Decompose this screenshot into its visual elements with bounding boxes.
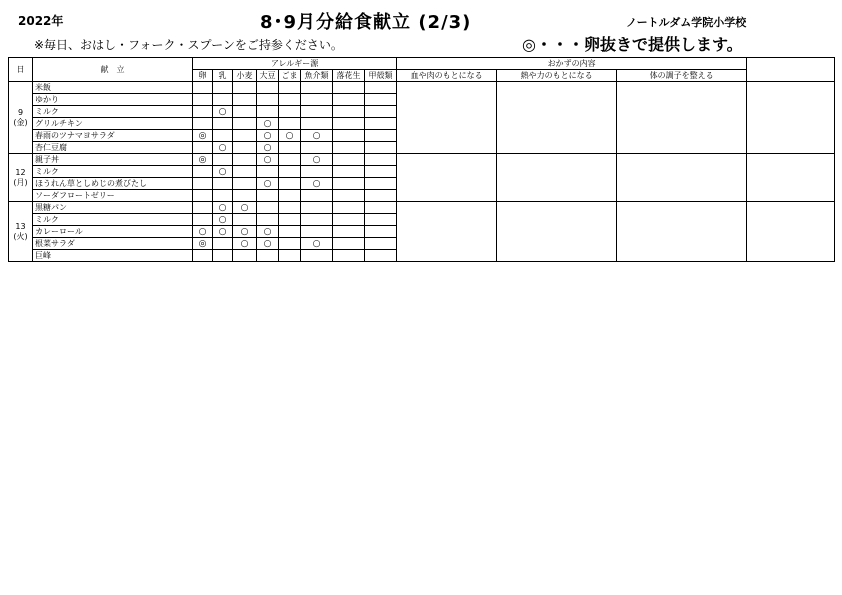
allergen-mark [193,214,213,226]
allergen-header: アレルギー源 [193,58,397,70]
menu-item-name: ミルク [33,106,193,118]
allergen-mark [213,190,233,202]
allergen-mark [333,250,365,262]
allergen-mark [233,118,257,130]
allergen-mark [279,142,301,154]
day-weekday: (金) [13,117,28,127]
allergen-mark [233,106,257,118]
allergen-mark: ○ [213,214,233,226]
allergen-mark [279,154,301,166]
allergen-mark: ○ [301,178,333,190]
allergen-mark [193,190,213,202]
allergen-mark [365,202,397,214]
menu-row [9,82,835,94]
heat-cell [497,82,617,154]
allergen-mark [333,142,365,154]
allergen-mark [233,250,257,262]
day-cell [9,202,33,262]
allergen-mark [365,142,397,154]
heat-cell [497,154,617,202]
allergen-mark [301,202,333,214]
menu-body [9,82,835,262]
allergen-mark [213,250,233,262]
allergen-mark [193,250,213,262]
menu-item-name: ソーダフロートゼリー [33,190,193,202]
allergen-mark [257,190,279,202]
allergen-mark [279,178,301,190]
allergen-mark: ○ [257,238,279,250]
allergen-mark [365,94,397,106]
menu-item-name: ミルク [33,166,193,178]
allergen-mark: ○ [213,202,233,214]
allergen-mark [193,118,213,130]
school-name: ノートルダム学院小学校 [626,16,747,29]
allergen-mark [365,190,397,202]
allergen-peanut: 落花生 [333,70,365,82]
allergen-mark [193,166,213,178]
allergen-mark: ○ [301,130,333,142]
allergen-mark [279,226,301,238]
allergen-mark [257,94,279,106]
allergen-mark [365,226,397,238]
allergen-mark [279,238,301,250]
day-weekday: (火) [13,231,28,241]
allergen-mark [279,118,301,130]
menu-item-name: 親子丼 [33,154,193,166]
allergen-mark: ○ [301,154,333,166]
allergen-mark [279,190,301,202]
allergen-milk: 乳 [213,70,233,82]
allergen-mark: ○ [279,130,301,142]
menu-header: 献 立 [33,58,193,82]
allergen-mark [193,106,213,118]
allergen-mark: ○ [257,178,279,190]
allergen-mark [279,106,301,118]
day-cell [9,154,33,202]
allergen-mark: ○ [213,166,233,178]
menu-item-name: 巨峰 [33,250,193,262]
allergen-mark [193,178,213,190]
allergen-mark [193,94,213,106]
allergen-mark [301,166,333,178]
allergen-mark [257,202,279,214]
egg-free-note: ◎・・・卵抜きで提供します。 [522,35,743,54]
allergen-mark: ○ [233,202,257,214]
allergen-mark [333,214,365,226]
allergen-mark [301,118,333,130]
allergen-mark: ◎ [193,154,213,166]
allergen-seafood: 魚介類 [301,70,333,82]
allergen-mark [233,166,257,178]
allergen-mark [365,238,397,250]
allergen-mark [333,154,365,166]
day-number: 12 [15,167,26,177]
allergen-mark: ○ [257,154,279,166]
allergen-mark [365,178,397,190]
allergen-soy: 大豆 [257,70,279,82]
allergen-mark [333,238,365,250]
allergen-mark [301,94,333,106]
menu-row [9,154,835,166]
allergen-mark [301,190,333,202]
body-cell [617,154,747,202]
allergen-mark [279,94,301,106]
allergen-mark: ○ [233,238,257,250]
allergen-mark [333,106,365,118]
nutrition-cell [747,154,835,202]
allergen-mark [279,214,301,226]
allergen-mark [213,178,233,190]
menu-item-name: グリルチキン [33,118,193,130]
year-label: 2022年 [18,14,64,28]
allergen-mark [279,202,301,214]
allergen-mark [301,106,333,118]
allergen-mark [193,82,213,94]
allergen-mark [257,106,279,118]
day-cell [9,82,33,154]
allergen-shellfish: 甲殻類 [365,70,397,82]
menu-item-name: 春雨のツナマヨサラダ [33,130,193,142]
body-cell [617,82,747,154]
allergen-mark [257,82,279,94]
page-title: 8･9月分給食献立 (2/3) [260,12,472,33]
heat-cell [497,202,617,262]
allergen-mark [257,166,279,178]
allergen-mark: ○ [213,142,233,154]
allergen-mark: ○ [233,226,257,238]
allergen-mark [333,166,365,178]
allergen-mark [233,154,257,166]
blood-cell [397,202,497,262]
day-weekday: (月) [13,177,28,187]
allergen-wheat: 小麦 [233,70,257,82]
menu-table [8,57,835,262]
allergen-mark [233,178,257,190]
allergen-mark [233,130,257,142]
allergen-mark [365,154,397,166]
contents-header: おかずの内容 [397,58,747,70]
allergen-mark [233,82,257,94]
allergen-mark [365,82,397,94]
allergen-mark [279,82,301,94]
heat-header: 熱や力のもとになる [497,70,617,82]
allergen-mark [193,202,213,214]
allergen-mark: ○ [257,118,279,130]
allergen-mark: ◎ [193,238,213,250]
menu-item-name: ゆかり [33,94,193,106]
blood-cell [397,154,497,202]
allergen-mark [233,142,257,154]
body-cell [617,202,747,262]
allergen-mark [365,106,397,118]
allergen-mark [301,214,333,226]
allergen-mark [279,250,301,262]
allergen-mark [365,130,397,142]
allergen-mark [233,214,257,226]
allergen-mark [213,130,233,142]
allergen-mark [301,226,333,238]
nutrition-cell [747,202,835,262]
allergen-mark [333,94,365,106]
allergen-mark [333,82,365,94]
allergen-mark [257,250,279,262]
allergen-mark [233,190,257,202]
allergen-mark [365,166,397,178]
allergen-mark [301,82,333,94]
menu-item-name: 根菜サラダ [33,238,193,250]
allergen-mark: ○ [213,226,233,238]
allergen-mark: ○ [301,238,333,250]
allergen-mark [365,214,397,226]
allergen-mark [213,94,233,106]
allergen-mark [213,154,233,166]
allergen-egg: 卵 [193,70,213,82]
nutrition-cell [747,82,835,154]
menu-item-name: 杏仁豆腐 [33,142,193,154]
allergen-mark [333,202,365,214]
allergen-mark [333,130,365,142]
allergen-mark [213,118,233,130]
allergen-mark: ○ [257,226,279,238]
menu-item-name: 米飯 [33,82,193,94]
allergen-mark [333,190,365,202]
allergen-mark [333,226,365,238]
allergen-mark [365,118,397,130]
allergen-mark: ○ [257,130,279,142]
allergen-mark: ○ [257,142,279,154]
allergen-mark [213,82,233,94]
allergen-mark [257,214,279,226]
allergen-mark: ○ [213,106,233,118]
allergen-mark [301,142,333,154]
day-number: 9 [17,107,24,117]
body-header: 体の調子を整える [617,70,747,82]
allergen-mark [301,250,333,262]
allergen-mark [213,238,233,250]
menu-item-name: カレーロール [33,226,193,238]
allergen-mark [365,250,397,262]
allergen-sesame: ごま [279,70,301,82]
nutrition-header [747,58,835,82]
day-header: 日 [9,58,33,82]
day-number: 13 [15,221,26,231]
blood-header: 血や肉のもとになる [397,70,497,82]
menu-item-name: ミルク [33,214,193,226]
blood-cell [397,82,497,154]
allergen-mark [333,178,365,190]
menu-item-name: ほうれん草としめじの煮びたし [33,178,193,190]
allergen-mark [333,118,365,130]
utensil-note: ※毎日、おはし・フォーク・スプーンをご持参ください。 [34,38,343,52]
allergen-mark: ○ [193,226,213,238]
allergen-mark: ◎ [193,130,213,142]
menu-row [9,202,835,214]
allergen-mark [193,142,213,154]
menu-item-name: 黒糖パン [33,202,193,214]
allergen-mark [279,166,301,178]
allergen-mark [233,94,257,106]
header-row-1 [9,58,835,70]
